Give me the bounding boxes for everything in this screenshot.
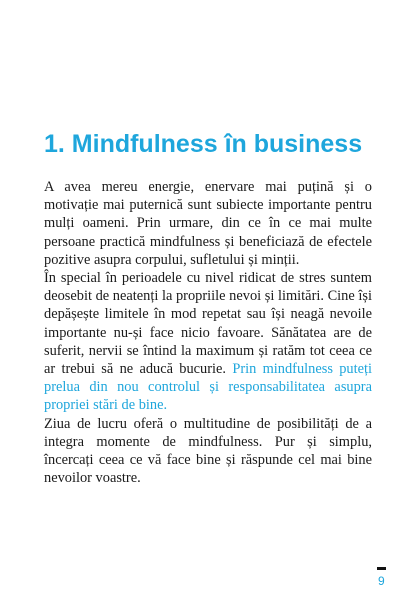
paragraph-2-text: În special în perioadele cu nivel ridicat de stres suntem deosebit de neatenți la propriile nevoi și limitări. Cine își depășește limitele în mod repetat sau își neagă nevoile importante nu-și face nicio favoare. Sănătatea are de suferit, nervii se întind la maximum și ratăm tot ceea ce ar trebui să ne aducă bucurie.	[44, 270, 372, 378]
body-text	[44, 178, 372, 487]
paragraph-3: Ziua de lucru oferă o multitudine de posibilități de a integra momente de mindfulness. Pur și simplu, încercați ceea ce vă face bine și răspunde cel mai bine nevoilor voastre.	[44, 415, 372, 487]
paragraph-1: A avea mereu energie, enervare mai puțină și o motivație mai puternică sunt subiecte importante pentru mulți oameni. Prin urmare, din ce în ce mai multe persoane practică mindfulness și beneficiază de efectele pozitive asupra corpului, sufletului și minții.	[44, 179, 372, 268]
paragraph-2	[44, 269, 372, 415]
highlighted-sentence: Prin mindfulness puteți prelua din nou controlul și responsabilitatea asupra propriei stări de bine.	[44, 361, 373, 414]
section-title: 1. Mindfulness în business	[44, 130, 363, 158]
page-number: 9	[378, 574, 385, 588]
page-number-marker	[377, 567, 386, 570]
